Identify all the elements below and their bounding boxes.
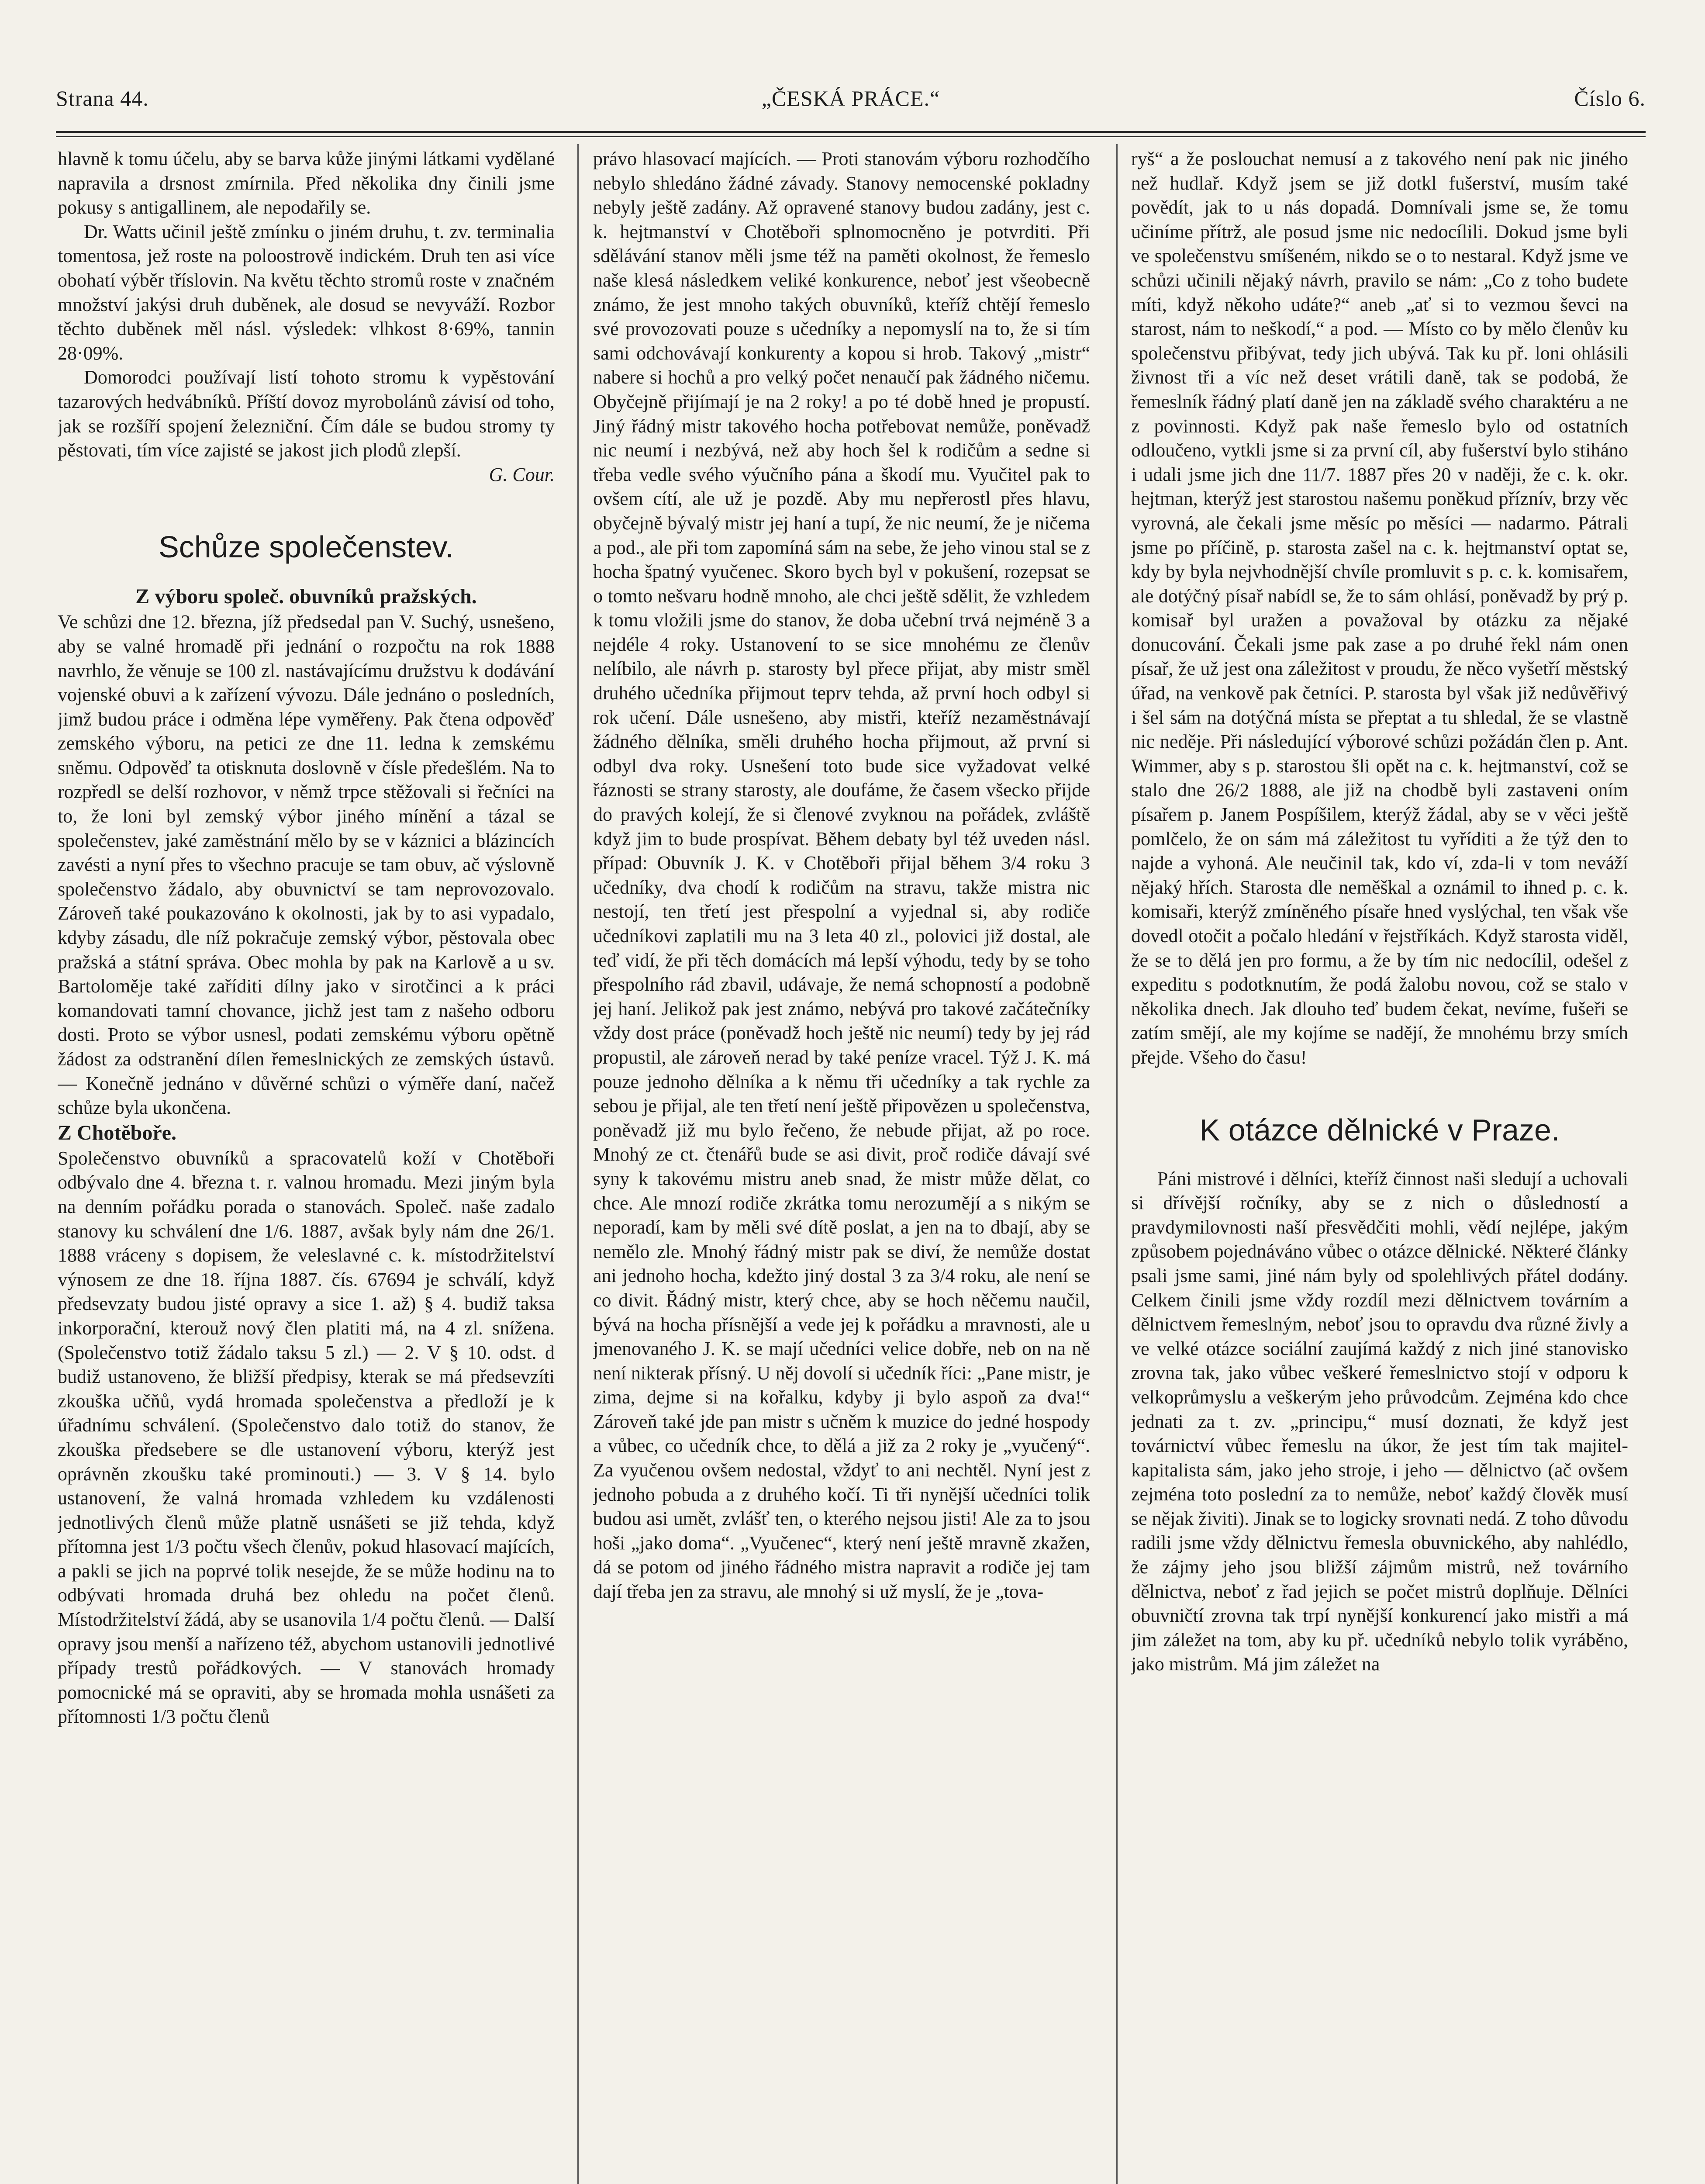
paragraph: Domorodci používají listí tohoto stromu k vypěstování tazarových hedvábníků. Příští dovoz myrobolánů závisí od toho, jak se rozšíří spojení železniční. Čím dále se budou stromy ty pěstovati, tím více zajisté se jakost jich plodů zlepší. [58, 366, 555, 461]
subsection-heading: Z výboru společ. obuvníků pražských. [135, 585, 477, 608]
paragraph: Páni mistrové i dělníci, kteříž činnost naši sledují a uchovali si dřívější ročníky, aby se z nich o důsledností a pravdymilovnosti naší přesvědčiti mohli, vědí nejlépe, jakým způsobem pojednáváno vůbec o otázce dělnické. Některé články psali jsme sami, jiné nám byly od spolehlivých přátel dodány. Celkem činili jsme vždy rozdíl mezi dělnictvem továrním a dělnictvem řemeslným, neboť jsou to opravdu dva různé živly a ve velké otázce sociální zaujímá každý z nich jiné stanovisko zrovna tak, jako vůbec veškeré řemeslnictvo stojí v odporu k velkoprůmyslu a veškerým jeho průvodcům. Zejména kdo chce jednati za t. zv. „principu,“ musí doznati, že když jest továrnictví vůbec řemeslu na úkor, že jest tím tak majitel-kapitalista sám, jako jeho stroje, i jeho — dělnictvo (ač ovšem zejména toto poslední za to nemůže, neboť každý člověk musí se nějak živiti). Jinak se to logicky srovnati nedá. Z toho důvodu radili jsme vždy dělnictvu řemesla obuvnického, aby nahlédlo, že zájmy jeho jsou bližší zájmům mistrů, než továrního dělnictva, neboť z řad jejich se počet mistrů doplňuje. Dělníci obuvničtí zrovna tak trpí nynější konkurencí jako mistři a má jim záležet na tom, aby ku př. učedníků nebylo tolik vyráběno, jako mistrům. Má jim záležet na [1131, 1168, 1628, 1675]
column-2 [593, 147, 1090, 2184]
section-heading: Schůze společenstev. [159, 530, 454, 564]
header-rule [56, 131, 1646, 133]
section-heading: K otázce dělnické v Praze. [1199, 1113, 1560, 1147]
newspaper-title: „ČESKÁ PRÁCE.“ [761, 86, 940, 111]
header-rule-thin [56, 136, 1646, 137]
author-signature: G. Cour. [489, 463, 555, 485]
paragraph: Společenstvo obuvníků a spracovatelů koží v Chotěboři odbývalo dne 4. března t. r. valnou hromadu. Mezi jiným byla na denním pořádku porada o stanovách. Společ. naše zadalo stanovy ku schválení dne 1/6. 1887, avšak byly nám dne 26/1. 1888 vráceny s dopisem, že veleslavné c. k. místodržitelství výnosem ze dne 18. října 1887. čís. 67694 je schválí, když předsevzaty budou jisté opravy a sice 1. až) § 4. budiž taksa inkorporační, kterouž nový člen platiti má, na 4 zl. snížena. (Společenstvo totiž žádalo taksu 5 zl.) — 2. V § 10. odst. d budiž ustanoveno, že bližší předpisy, kterak se má předsevzíti zkouška učňů, vydá hromada společenstva a předloží je k úřadnímu schválení. (Společenstvo dalo totiž do stanov, že zkouška předsebere se dle ustanovení výboru, kterýž jest oprávněn zkoušku také prominouti.) — 3. V § 14. bylo ustanovení, že valná hromada vzhledem ku vzdálenosti jednotlivých členů může platně usnášeti se již tehda, když přítomna jest 1/3 počtu všech členův, pokud hlasovací majících, a pakli se jich na poprvé tolik nesejde, že se může hodinu na to odbývati hromada druhá bez ohledu na počet členů. Místodržitelství žádá, aby se usanovila 1/4 počtu členů. — Další opravy jsou menší a nařízeno též, abychom ustanovili jednotlivé případy trestů pořádkových. — V stanovách hromady pomocnické má se opraviti, aby se hromada mohla usnášeti za přítomnosti 1/3 počtu členů [58, 1147, 555, 1728]
page-number: Strana 44. [56, 86, 149, 111]
paragraph: Ve schůzi dne 12. března, jíž předsedal pan V. Suchý, usnešeno, aby se valné hromadě při jednání o rozpočtu na rok 1888 navrhlo, že věnuje se 100 zl. nastávajícímu družstvu k dodávání vojenské obuvi a k zařízení vývozu. Dále jednáno o posledních, jimž budou práce i odměna lépe vyměřeny. Pak čtena odpověď zemského výboru, na petici ze dne 11. ledna k zemskému sněmu. Odpověď ta otisknuta doslovně v čísle předešlém. Na to rozpředl se delší rozhovor, v němž trpce stěžovali si řečníci na to, že loni byl zemský výbor jiného mínění a tázal se společenstev, jaké zaměstnání mělo by se v káznici a blázincích zavésti a nyní přes to všechno pracuje se tam obuv, ač výslovně společenstvo žádalo, aby obuvnictví se tam neprovozovalo. Zároveň také poukazováno k okolnosti, jak by to asi vypadalo, kdyby zásadu, dle níž pokračuje zemský výbor, pěstovala obec pražská a státní správa. Obec mohla by pak na Karlově a u sv. Bartoloměje také zaříditi dílny jako v sirotčinci a k práci komandovati tamní chovance, jichž jest tam z našeho odboru dosti. Proto se výbor usnesl, podati zemskému výboru opětně žádost za odstranění dílen řemeslnických ze zemských ústavů. — Konečně jednáno v důvěrné schůzi o výměře daní, načež schůze byla ukončena. [58, 611, 555, 1119]
page-header [56, 86, 1646, 121]
issue-number: Číslo 6. [1574, 86, 1646, 111]
subsection-heading: Z Chotěboře. [58, 1121, 176, 1144]
column-1 [58, 147, 555, 2184]
column-divider [1116, 144, 1118, 2184]
paragraph: právo hlasovací majících. — Proti stanovám výboru rozhodčího nebylo shledáno žádné závady. Stanovy nemocenské pokladny nebyly ještě zadány. Až opravené stanovy budou zadány, jest c. k. hejtmanství v Chotěboři splnomocněno je potvrditi. Při sdělávání stanov měli jsme též na paměti okolnost, že řemeslo naše klesá následkem veliké konkurence, neboť jest všeobecně známo, že jest mnoho takých obuvníků, kteříž chtějí řemeslo své provozovati pouze s učedníky a nepomyslí na to, že si tím sami odchovávají konkurenty a kopou si hrob. Takový „mistr“ nabere si hochů a pro velký počet nenaučí pak žádného ničemu. Obyčejně přijímají je na 2 roky! a po té době hned je propustí. Jiný řádný mistr takového hocha potřebovat nemůže, poněvadž nic neumí i nezbývá, než aby hoch šel k rodičům a sedne si třeba vedle svého výučního pána a škodí mu. Vyučitel pak to ovšem cítí, ale už je pozdě. Aby mu nepřerostl přes hlavu, obyčejně bývalý mistr jej haní a tupí, že nic neumí, že je ničema a pod., ale při tom zapomíná sám na sebe, že jeho vinou stal se z hocha špatný vyučenec. Skoro bych byl v pokušení, rozepsat se o tomto nešvaru hodně mnoho, ale chci ještě sdělit, že vzhledem k tomu vložili jsme do stanov, že doba učební trvá nejméně 3 a nejdéle 4 roky. Ustanovení to se sice mnohému ze členův nelíbilo, ale návrh p. starosty byl přece přijat, aby mistr směl druhého učedníka přijmout teprv tehda, až první hoch odbyl si rok učení. Dále usnešeno, aby mistři, kteříž nezaměstnávají žádného dělníka, směli druhého hocha přijmout, až první si odbyl dva roky. Usnešení toto bude sice vyžadovat velké řáznosti se strany starosty, ale doufáme, že časem všecko přijde do pravých kolejí, že si členové zvyknou na pořádek, zvláště když jim to bude prospívat. Během debaty byl též uveden násl. případ: Obuvník J. K. v Chotěboři přijal během 3/4 roku 3 učedníky, dva chodí k rodičům na stravu, takže mistra nic nestojí, ten třetí jest přespolní a vyjednal si, aby rodiče učedníkovi zaplatili mu na 3 leta 40 zl., polovici již dostal, ale teď vidí, že při těch domácích má lepší výhodu, tedy by se toho přespolního rád zbavil, udávaje, že nemá schopností a podobně jej haní. Jelikož pak jest známo, nebývá pro takové začátečníky vždy dost práce (poněvadž hoch ještě nic neumí) tedy by jej rád propustil, ale zároveň nerad by také peníze vracel. Týž J. K. má pouze jednoho dělníka a k němu tři učedníky a tak rychle za sebou je přijal, ale ten třetí není ještě připovězen u společenstva, poněvadž již mu bylo řečeno, že nebude přijat, až po roce. Mnohý ze ct. čtenářů bude se asi divit, proč rodiče dávají své syny k takovému mistru aneb snad, že mistr může dělat, co chce. Ale mnozí rodiče zkrátka tomu nerozumějí a s nikým se neporadí, kam by měli své dítě poslat, a jen na to dbají, aby se nemělo zle. Mnohý řádný mistr pak se diví, že nemůže dostat ani jednoho hocha, kdežto jiný dostal 3 za 3/4 roku, ale není se co divit. Řádný mistr, který chce, aby se hoch něčemu naučil, bývá na hocha přísnější a vede jej k pořádku a mravnosti, ale u jmenovaného J. K. se mají učedníci velice dobře, neb on na ně není nikterak přísný. U něj dovolí si učedník říci: „Pane mistr, je zima, dejme si na kořalku, kdyby ji bylo aspoň za dva!“ Zároveň také jde pan mistr s učněm k muzice do jedné hospody a vůbec, co učedník chce, to dělá a již za 2 roky je „vyučený“. Za vyučenou ovšem nedostal, vždyť to ani nechtěl. Nyní jest z jednoho pobuda a z druhého kočí. Ti tři nynější učedníci tolik budou asi umět, zvlášť ten, o kterého nejsou jisti! Ale za to jsou hoši „jako doma“. „Vyučenec“, který není ještě mravně zkažen, dá se potom od jiného řádného mistra napravit a rodiče jej tam dají třeba jen za stravu, ale mnohý si už myslí, že je „tova- [593, 148, 1090, 1603]
column-3 [1131, 147, 1628, 2184]
column-divider [577, 144, 579, 2184]
paragraph: Dr. Watts učinil ještě zmínku o jiném druhu, t. zv. terminalia tomentosa, jež roste na poloostrově indickém. Druh ten asi více obohatí výběr tříslovin. Na květu těchto stromů roste v značném množství jakýsi druh duběnek, ale dosud se nevyváží. Rozbor těchto duběnek měl násl. výsledek: vlhkost 8·69%, tannin 28·09%. [58, 221, 555, 364]
paragraph: hlavně k tomu účelu, aby se barva kůže jinými látkami vydělané napravila a drsnost zmírnila. Před několika dny činili jsme pokusy s antigallinem, ale nepodařily se. [58, 148, 555, 218]
paragraph: ryš“ a že poslouchat nemusí a z takového není pak nic jiného než hudlař. Když jsem se již dotkl fušerství, musím také povědít, jak to u nás dopadá. Domnívali jsme se, že tomu učiníme přítrž, ale posud jsme nic nedocílili. Dokud jsme byli ve společenstvu smíšeném, nikdo se o to nestaral. Když jsme ve schůzi učinili nějaký návrh, pravilo se nám: „Co z toho budete míti, když někoho udáte?“ aneb „ať si to vezmou ševci na starost, nám to neškodí,“ a pod. — Místo co by mělo členův ku společenstvu přibývat, tedy jich ubývá. Tak ku př. loni ohlásili živnost tři a víc než deset vrátili daně, tak se podobá, že řemeslník řádný platí daně jen na základě svého charaktéru a ne z povinnosti. Když pak naše řemeslo bylo od ostatních odloučeno, vytkli jsme si za první cíl, aby fušerství bylo stiháno i udali jsme jich dne 11/7. 1887 přes 20 v naději, že c. k. okr. hejtman, kterýž jest starostou našemu poněkud příznív, brzy věc vyrovná, ale čekali jsme měsíc po měsíci — nadarmo. Pátrali jsme po příčině, p. starosta zašel na c. k. hejtmanství optat se, kdy by byla nejvhodnější chvíle promluvit s p. c. k. komisařem, ale dotýčný písař nabídl se, že to sám ohlásí, poněvadž by prý p. komisař byl uražen a považoval by otázku za nějaké donucování. Čekali jsme pak zase a po druhé řekl nám onen písař, že už jest ona záležitost v proudu, že něco vyšetří městský úřad, na venkově pak četníci. P. starosta byl však již nedůvěřivý i šel sám na dotýčná místa se přeptat a tu shledal, že se vlastně nic neděje. Při následující výborové schůzi požádán člen p. Ant. Wimmer, aby s p. starostou šli opět na c. k. hejtmanství, což se stalo dne 26/2 1888, ale již na chodbě byli zastaveni oním písařem p. Janem Pospíšilem, kterýž žádal, aby se v věci ještě pomlčelo, že on sám má záležitost tu vyříditi a že týž den to najde a vyhoná. Ale neučinil tak, kdo ví, zda-li v tom neváží nějaký hřích. Starosta dle neměškal a oznámil to ihned p. c. k. komisaři, kterýž zmíněného písaře hned vyslýchal, ten však vše dovedl otočit a počalo hledání v řejstříkách. Když starosta viděl, že se to dělá jen pro formu, a že by tím nic nedocílil, odešel z expeditu s podotknutím, že podá žalobu novou, což se stalo v několika dnech. Jak dlouho teď budem čekat, nevíme, fušeři se zatím smějí, ale my kojíme se nadějí, že mnohému brzy smích přejde. Všeho do času! [1131, 148, 1628, 1068]
